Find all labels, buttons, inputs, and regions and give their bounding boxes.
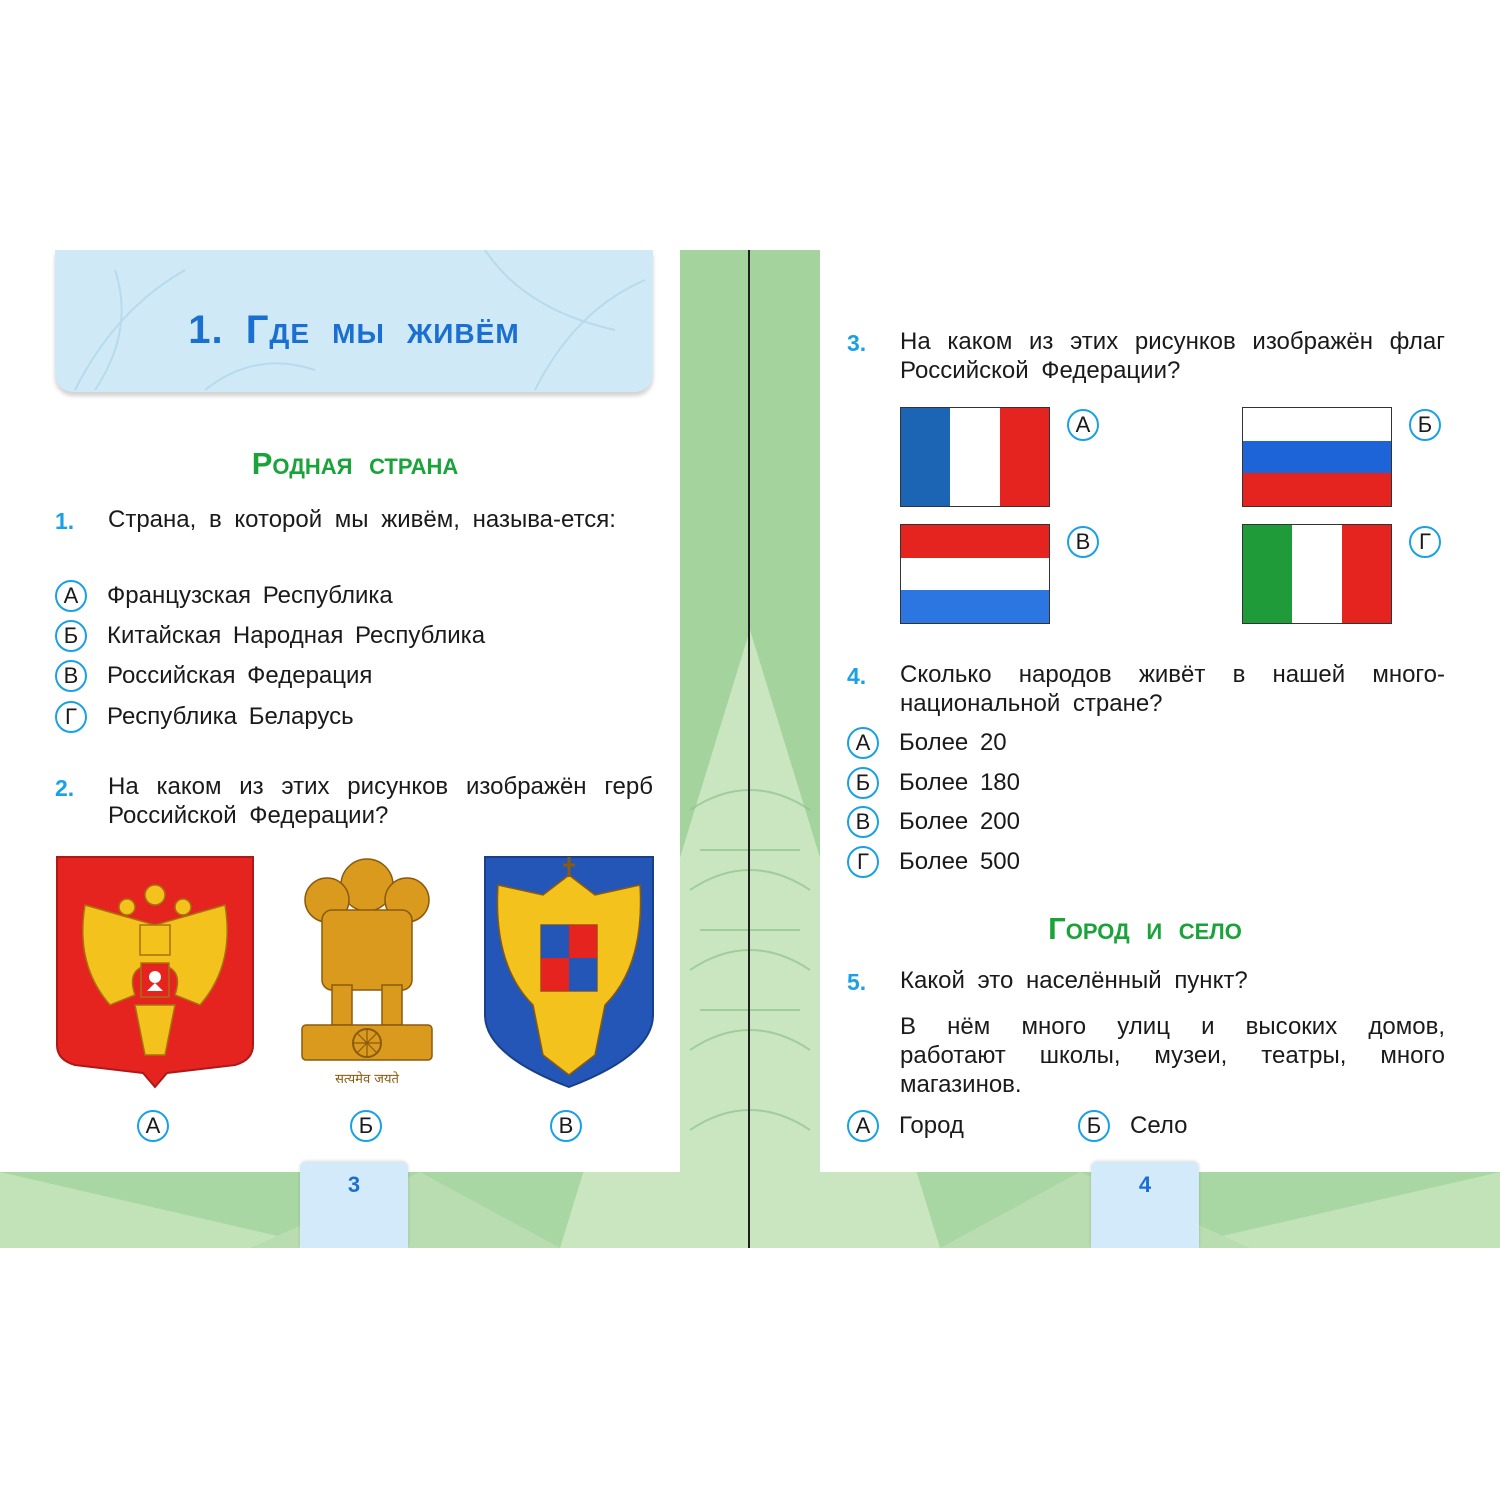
flag-italy-icon[interactable]: [1242, 524, 1392, 624]
option-letter-circle: В: [55, 660, 87, 692]
option-label: Город: [899, 1112, 964, 1139]
section-title: Родная страна: [251, 446, 459, 481]
option-label: Республика Беларусь: [107, 703, 354, 730]
india-lion-capital-icon: [292, 855, 442, 1090]
book-spine: [748, 250, 750, 1248]
question-number: 3.: [847, 330, 867, 356]
emblem-option-c[interactable]: [550, 1108, 582, 1144]
option-letter-circle: А: [1067, 409, 1099, 441]
answer-option[interactable]: [847, 844, 1020, 880]
page-number-tab: [1091, 1162, 1199, 1248]
chapter-banner: [55, 250, 653, 392]
answer-option[interactable]: [847, 765, 1020, 801]
section-title: Город и село: [1048, 911, 1242, 946]
answer-option[interactable]: [847, 804, 1020, 840]
option-letter-circle: В: [550, 1110, 582, 1142]
answer-option[interactable]: [847, 1108, 964, 1144]
flag-netherlands-icon[interactable]: [900, 524, 1050, 624]
answer-option[interactable]: [55, 658, 372, 694]
option-letter-circle: Б: [847, 767, 879, 799]
option-letter-circle: А: [55, 580, 87, 612]
option-letter-circle: В: [1067, 526, 1099, 558]
textbook-spread: [0, 250, 1500, 1248]
svg-text:सत्यमेव जयते: सत्यमेव जयते: [335, 1072, 399, 1087]
left-page: [0, 250, 680, 1172]
option-letter-circle: Б: [55, 620, 87, 652]
russia-coat-of-arms-icon: [55, 855, 255, 1090]
flag-option-d[interactable]: [1409, 524, 1441, 560]
page-number: 4: [1138, 1172, 1152, 1197]
answer-option[interactable]: [1078, 1108, 1188, 1144]
answer-option[interactable]: [847, 725, 1007, 761]
option-letter-circle: В: [847, 806, 879, 838]
option-label: Более 20: [899, 729, 1007, 756]
flag-france-icon[interactable]: [900, 407, 1050, 507]
option-letter-circle: Г: [55, 701, 87, 733]
page-number-tab: [300, 1162, 408, 1248]
emblem-option-b[interactable]: [350, 1108, 382, 1144]
right-page: [820, 250, 1500, 1172]
question-text: Сколько народов живёт в нашей много-национальной стране?: [900, 661, 1445, 717]
question-text: На каком из этих рисунков изображён флаг Российской Федерации?: [900, 328, 1445, 384]
chapter-title: 1. Где мы живём: [188, 308, 520, 352]
flag-russia-icon[interactable]: [1242, 407, 1392, 507]
option-label: Более 180: [899, 769, 1020, 796]
option-label: Село: [1130, 1112, 1188, 1139]
option-letter-circle: Б: [350, 1110, 382, 1142]
romania-coat-of-arms-icon: [483, 855, 655, 1090]
option-label: Российская Федерация: [107, 662, 373, 689]
option-letter-circle: А: [137, 1110, 169, 1142]
option-label: Более 200: [899, 808, 1020, 835]
answer-option[interactable]: [55, 578, 393, 614]
question-text: Страна, в которой мы живём, называ-ется:: [108, 506, 616, 533]
answer-option[interactable]: [55, 699, 354, 735]
option-label: Французская Республика: [107, 582, 393, 609]
option-label: Более 500: [899, 848, 1020, 875]
question-number: 5.: [847, 969, 867, 995]
flag-option-b[interactable]: [1409, 407, 1441, 443]
option-letter-circle: Г: [1409, 526, 1441, 558]
page-number: 3: [347, 1172, 361, 1197]
option-letter-circle: Г: [847, 846, 879, 878]
question-description: В нём много улиц и высоких домов, работают школы, музеи, театры, много магазинов.: [900, 1013, 1445, 1098]
question-text: Какой это населённый пункт?: [900, 967, 1248, 994]
answer-option[interactable]: [55, 618, 485, 654]
flag-option-a[interactable]: [1067, 407, 1099, 443]
question-number: 4.: [847, 663, 867, 689]
emblem-option-a[interactable]: [137, 1108, 169, 1144]
question-text: На каком из этих рисунков изображён герб Российской Федерации?: [108, 773, 653, 829]
option-letter-circle: Б: [1409, 409, 1441, 441]
option-letter-circle: Б: [1078, 1110, 1110, 1142]
question-number: 2.: [55, 775, 75, 801]
option-letter-circle: А: [847, 1110, 879, 1142]
flag-option-c[interactable]: [1067, 524, 1099, 560]
option-label: Китайская Народная Республика: [107, 622, 486, 649]
question-number: 1.: [55, 508, 75, 534]
option-letter-circle: А: [847, 727, 879, 759]
